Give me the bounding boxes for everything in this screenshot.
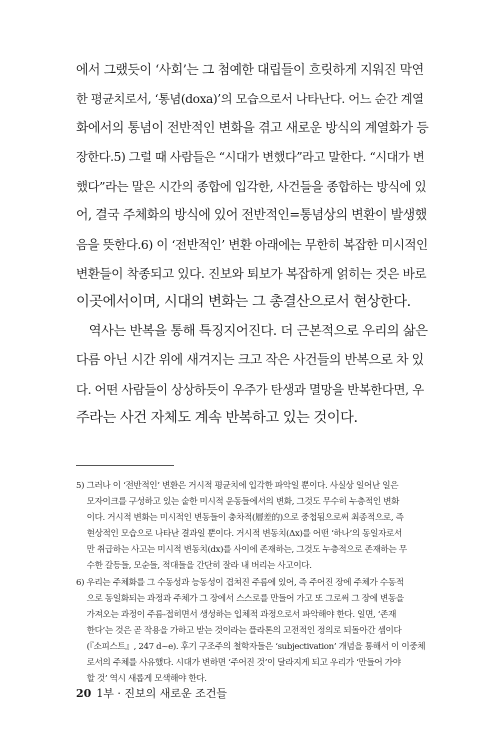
body-line: 다름 아닌 시간 위에 새겨지는 크고 작은 사건들의 반복으로 차 있: [76, 353, 424, 368]
body-line: 다. 어떤 사람들이 상상하듯이 우주가 탄생과 멸망을 반복한다면, 우: [76, 382, 424, 397]
footnotes: [76, 478, 428, 687]
body-line: 역사는 반복을 통해 특징지어진다. 더 근본적으로 우리의 삶은: [76, 324, 428, 339]
body-line: 음을 뜻한다.6) 이 ‘전반적인’ 변환 아래에는 무한히 복잡한 미시적인: [76, 237, 428, 252]
footnote-line: 할 것’ 역시 새롭게 모색해야 한다.: [76, 674, 207, 685]
body-line: 이곳에서이며, 시대의 변화는 그 총결산으로서 현상한다.: [76, 294, 411, 310]
footnote-line: 한다’는 것은 곧 작용을 가하고 받는 것이라는 플라톤의 고전적인 정의로 되돌아간 셈이다: [76, 625, 402, 636]
body-line: 했다”라는 말은 시간의 종합에 입각한, 사건들을 종합하는 방식에 있: [76, 179, 427, 194]
body-line: 한 평균치로서, ‘통념(doxa)’의 모습으로서 나타난다. 어느 순간 계열: [76, 92, 424, 106]
body-line: 어, 결국 주체화의 방식에 있어 전반적인=통념상의 변환이 발생했: [76, 208, 427, 223]
page-number: 20: [76, 687, 92, 700]
body-line: 에서 그랬듯이 ‘사회’는 그 첨예한 대립들이 흐릿하게 지워진 막연: [76, 63, 424, 78]
footnote-divider: [76, 465, 174, 466]
footnote-line: (『소피스트』, 247 d~e). 후기 구조주의 철학자들은 ‘subjectivation’ 개념을 통해서 이 이중체: [76, 641, 426, 652]
footnote-line: 6) 우리는 주체화를 그 수동성과 능동성이 겹쳐진 주름에 있어, 즉 주어진 장에 주체가 수동적: [76, 577, 404, 588]
body-line: 변환들이 착종되고 있다. 진보와 퇴보가 복잡하게 얽히는 것은 바로: [76, 266, 427, 281]
footnote-line: 수한 갈등들, 모순들, 적대들을 간단히 잘라 내 버리는 사고이다.: [76, 561, 312, 572]
footnote-line: 로서의 주체를 사유했다. 시대가 변하면 ‘주어진 것’이 달라지게 되고 우리가 ‘만들어 가야: [76, 658, 401, 669]
footnote-line: 이다. 거시적 변화는 미시적인 변동들이 충차적(層差的)으로 중첩됨으로써 최종적으로, 즉: [76, 513, 404, 524]
body-line: 장한다.5) 그럴 때 사람들은 “시대가 변했다”라고 말한다. “시대가 변: [76, 150, 425, 164]
footnote-line: 으로 동일화되는 과정과 주체가 그 장에서 스스로를 만들어 가고 또 그로써 그 장에 변동을: [76, 593, 404, 604]
body-text: [76, 56, 428, 433]
body-line: 화에서의 통념이 전반적인 변화을 겪고 새로운 방식의 계열화가 등: [76, 121, 429, 136]
footnote-line: 가져오는 과정이 주름-접히면서 생성하는 입체적 과정으로서 파악해야 한다. 일면, ‘존재: [76, 609, 397, 620]
page-footer: [76, 685, 227, 701]
footnote-line: 모자이크를 구성하고 있는 숱한 미시적 운동들에서의 변화, 그것도 무수히 누층적인 변화: [76, 497, 400, 508]
body-line: 주라는 사건 자체도 계속 반복하고 있는 것이다.: [76, 410, 358, 426]
running-title: 1부 · 진보의 새로운 조건들: [96, 687, 228, 700]
footnote-line: 현상적인 모습으로 나타난 결과일 뿐이다. 거시적 변동치(Δx)를 어떤 ‘하나’의 동일자로서: [76, 529, 402, 540]
footnote-line: 만 취급하는 사고는 미시적 변동치(dx)를 사이에 존재하는, 그것도 누층적으로 존재하는 무: [76, 545, 407, 556]
footnote-line: 5) 그러나 이 ‘전반적인’ 변환은 거시적 평균치에 입각한 파악일 뿐이다. 사실상 일어난 일은: [76, 481, 399, 491]
